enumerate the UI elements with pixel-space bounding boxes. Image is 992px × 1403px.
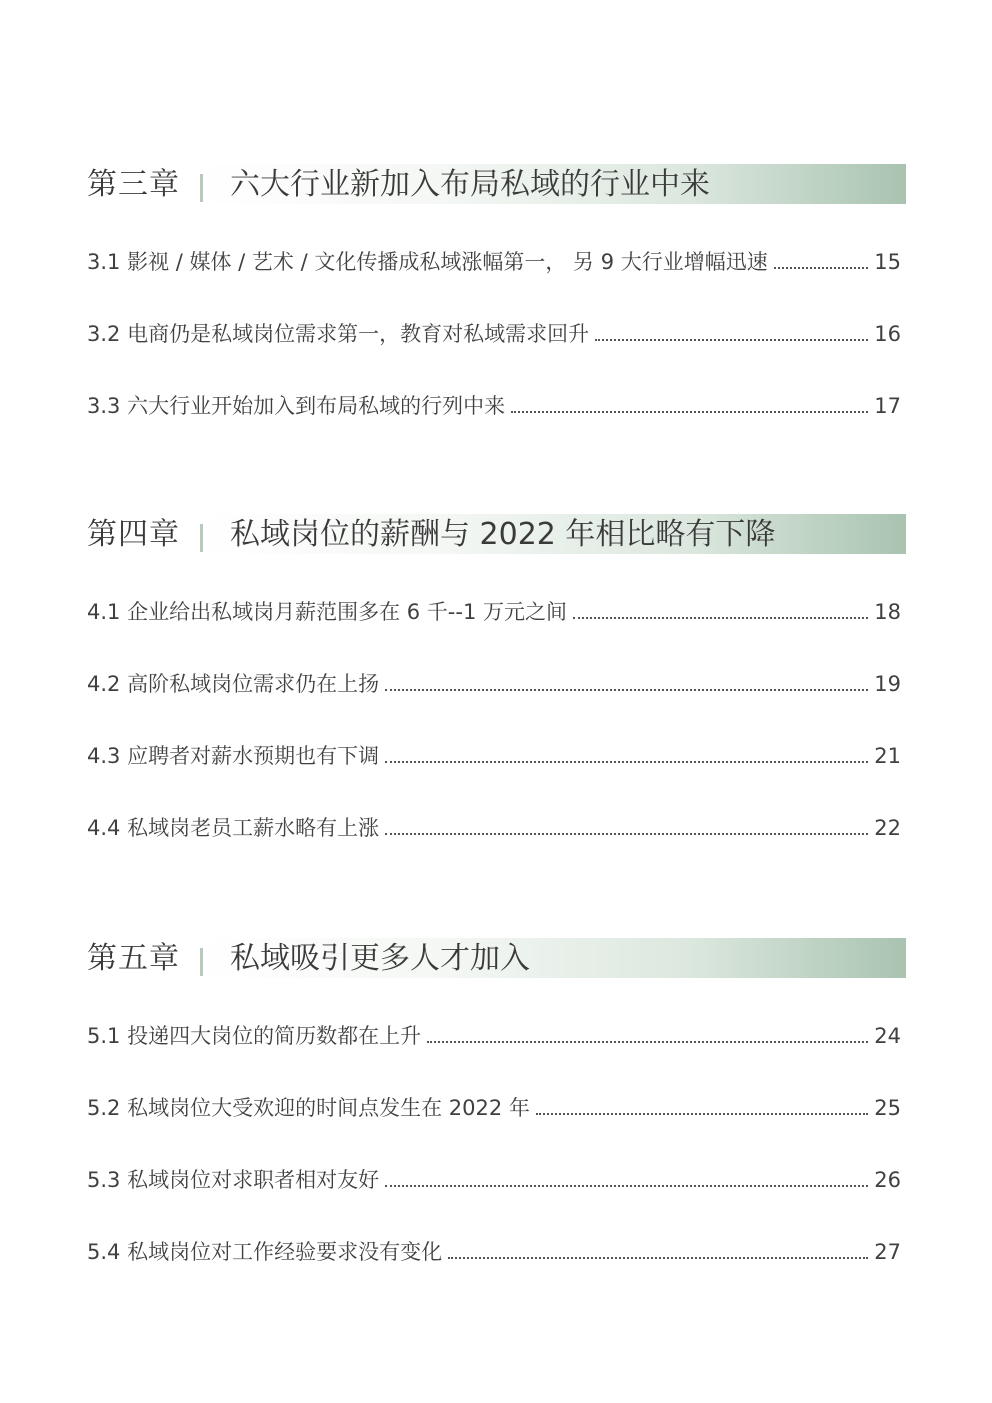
- toc-entry-label: 5.4 私域岗位对工作经验要求没有变化: [87, 1240, 443, 1264]
- toc-entry[interactable]: [87, 740, 901, 770]
- toc-leader-dots: [511, 411, 868, 413]
- toc-entry-label: 5.2 私域岗位大受欢迎的时间点发生在 2022 年: [87, 1096, 530, 1120]
- toc-entry-label: 3.2 电商仍是私域岗位需求第一，教育对私域需求回升: [87, 322, 590, 346]
- chapter-separator: [200, 524, 203, 552]
- toc-page-number: 15: [874, 250, 901, 274]
- toc-leader-dots: [595, 339, 868, 341]
- toc-leader-dots: [536, 1113, 868, 1115]
- chapter-title: 私域岗位的薪酬与 2022 年相比略有下降: [230, 517, 776, 552]
- toc-entry[interactable]: [87, 1020, 901, 1050]
- toc-entry-label: 4.2 高阶私域岗位需求仍在上扬: [87, 672, 380, 696]
- toc-page-number: 24: [874, 1024, 901, 1048]
- toc-entry[interactable]: [87, 318, 901, 348]
- chapter-separator: [200, 948, 203, 976]
- toc-entry[interactable]: [87, 246, 901, 276]
- toc-leader-dots: [448, 1257, 868, 1259]
- toc-page-number: 25: [874, 1096, 901, 1120]
- toc-page-number: 22: [874, 816, 901, 840]
- toc-entry-label: 4.1 企业给出私域岗月薪范围多在 6 千--1 万元之间: [87, 600, 567, 624]
- toc-leader-dots: [774, 267, 869, 269]
- toc-entry-label: 3.1 影视 / 媒体 / 艺术 / 文化传播成私域涨幅第一， 另 9 大行业增幅迅速: [87, 250, 768, 274]
- toc-page-number: 27: [874, 1240, 901, 1264]
- toc-entry[interactable]: [87, 596, 901, 626]
- toc-page-number: 18: [874, 600, 901, 624]
- toc-leader-dots: [385, 689, 868, 691]
- chapter-title: 私域吸引更多人才加入: [230, 941, 530, 976]
- toc-entry[interactable]: [87, 390, 901, 420]
- chapter-separator: [200, 174, 203, 202]
- toc-page-number: 21: [874, 744, 901, 768]
- chapter-number: 第三章: [87, 167, 180, 202]
- toc-entry[interactable]: [87, 812, 901, 842]
- toc-leader-dots: [385, 1185, 868, 1187]
- toc-entry[interactable]: [87, 1236, 901, 1266]
- toc-entry-label: 4.4 私域岗老员工薪水略有上涨: [87, 816, 380, 840]
- chapter-title: 六大行业新加入布局私域的行业中来: [230, 167, 710, 202]
- chapter-number: 第五章: [87, 941, 180, 976]
- toc-entry-label: 5.1 投递四大岗位的简历数都在上升: [87, 1024, 422, 1048]
- toc-entry[interactable]: [87, 1092, 901, 1122]
- toc-leader-dots: [427, 1041, 868, 1043]
- toc-page-number: 19: [874, 672, 901, 696]
- toc-leader-dots: [385, 761, 868, 763]
- toc-entry[interactable]: [87, 668, 901, 698]
- chapter-number: 第四章: [87, 517, 180, 552]
- toc-entry-label: 5.3 私域岗位对求职者相对友好: [87, 1168, 380, 1192]
- toc-page-number: 17: [874, 394, 901, 418]
- toc-page-number: 26: [874, 1168, 901, 1192]
- toc-entry-label: 3.3 六大行业开始加入到布局私域的行列中来: [87, 394, 506, 418]
- toc-page-number: 16: [874, 322, 901, 346]
- toc-entry-label: 4.3 应聘者对薪水预期也有下调: [87, 744, 380, 768]
- toc-leader-dots: [385, 833, 868, 835]
- toc-entry[interactable]: [87, 1164, 901, 1194]
- toc-leader-dots: [573, 617, 868, 619]
